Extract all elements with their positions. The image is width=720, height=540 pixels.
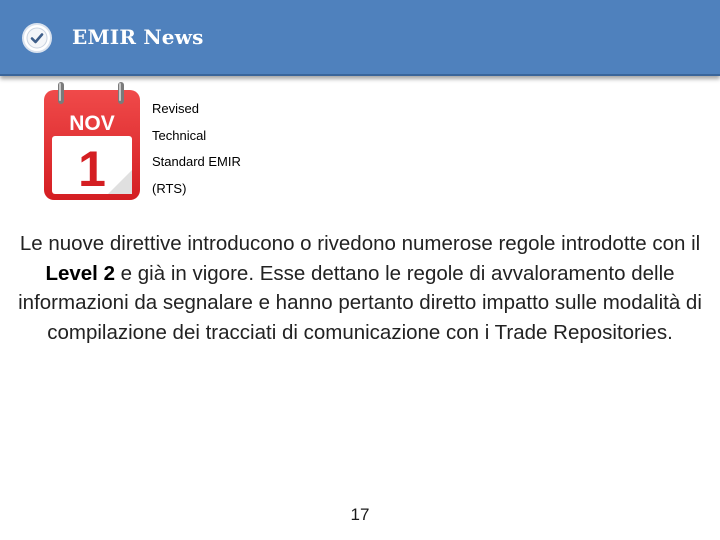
calendar-day: 1	[78, 141, 106, 197]
body-paragraph	[12, 229, 708, 347]
page-title: EMIR News	[72, 25, 204, 49]
calendar-icon	[36, 80, 146, 208]
body-text-part-1: Le nuove direttive introducono o rivedono numerose regole introdotte con il	[19, 232, 701, 255]
body-text-part-2: e già in vigore. Esse dettano le regole di avvaloramento delle informazioni da segnalare e hanno pertanto diretto impatto sulle modalità di compilazione dei tracciati di comunicazione con i Trade Repositories.	[18, 261, 702, 344]
caption-line-4: (RTS)	[152, 180, 187, 196]
body-text-bold: Level 2	[45, 261, 115, 285]
page-number: 17	[350, 505, 370, 524]
calendar-caption	[152, 96, 352, 202]
caption-line-2: Technical	[152, 127, 207, 143]
calendar-month: NOV	[69, 112, 115, 135]
header-bar	[0, 0, 720, 76]
caption-line-3: Standard EMIR	[152, 154, 241, 169]
check-circle-icon	[21, 22, 53, 54]
caption-line-1: Revised	[152, 101, 199, 116]
